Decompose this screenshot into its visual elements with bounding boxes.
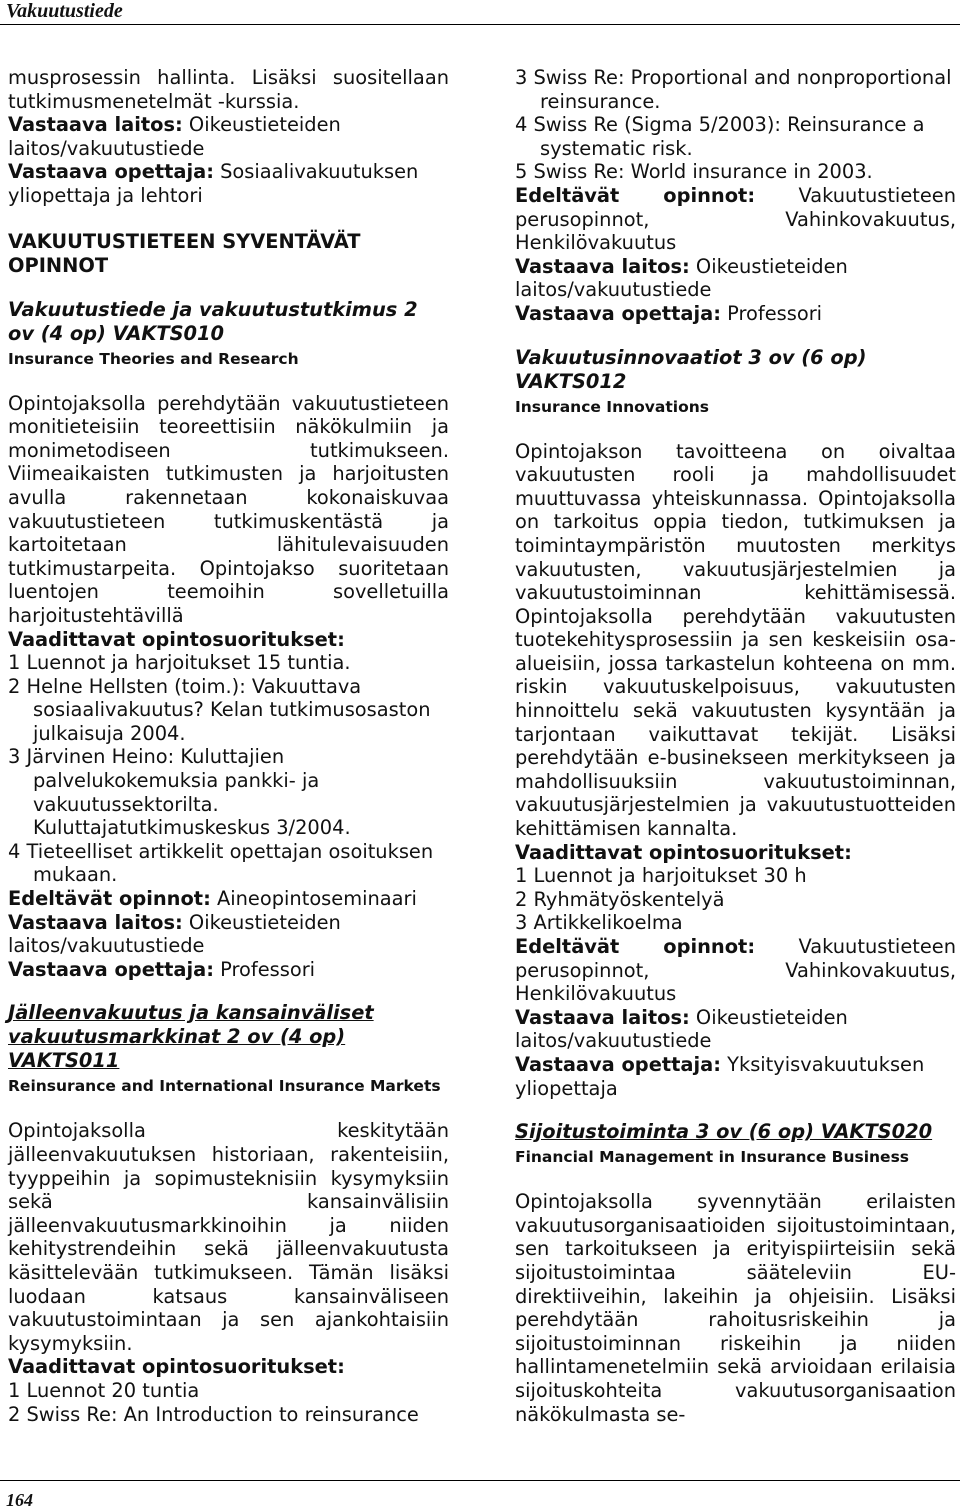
prereq-label: Edeltävät opinnot: [515,183,756,207]
footer-rule [0,1480,960,1481]
requirement-item: 3 Swiss Re: Proportional and nonproportional reinsurance. [515,66,952,113]
teacher-label: Vastaava opettaja: [515,301,721,325]
requirement-item: 2 Ryhmätyöskentelyä [515,887,725,911]
prereq-label: Edeltävät opinnot: [8,887,211,911]
left-column [8,66,449,1426]
requirement-item: 3 Järvinen Heino: Kuluttajien palvelukokemuksia pankki- ja vakuutussektorilta. Kuluttajatutkimuskeskus 3/2004. [8,745,351,840]
requirement-item: 3 Artikkelikoelma [515,911,683,935]
header-rule [0,24,960,25]
requirements-heading: Vaadittavat opintosuoritukset: [8,1355,345,1379]
prereq-line [515,935,956,1006]
dept-label: Vastaava laitos: [8,113,183,137]
right-column [515,66,956,1426]
teacher-value: Sosiaalivakuutuksen yliopettaja ja lehtori [8,160,419,207]
requirement-item: 4 Tieteelliset artikkelit opettajan osoituksen mukaan. [8,839,434,887]
teacher-label: Vastaava opettaja: [8,957,214,981]
requirement-item: 1 Luennot ja harjoitukset 15 tuntia. [8,651,351,675]
teacher-value: Professori [213,957,316,981]
prereq-line [515,184,956,255]
course-english-title: Reinsurance and International Insurance Markets [8,1077,441,1096]
teacher-line [515,302,956,326]
requirement-item: 5 Swiss Re: World insurance in 2003. [515,160,873,184]
requirement-item: 4 Swiss Re (Sigma 5/2003): Reinsurance a systematic risk. [515,113,925,160]
dept-value: Oikeustieteiden laitos/vakuutustiede [515,1005,848,1053]
dept-line [8,911,449,958]
dept-value: Oikeustieteiden laitos/vakuutustiede [8,910,341,958]
dept-line [515,255,956,302]
course-title-vakts012: Vakuutusinnovaatiot 3 ov (6 op) VAKTS012 [515,345,867,393]
course-title-vakts010: Vakuutustiede ja vakuutustutkimus 2 ov (4 op) VAKTS010 [8,297,418,345]
requirement-item: 1 Luennot 20 tuntia [8,1378,200,1402]
course-description: Opintojaksolla keskitytään jälleenvakuutuksen historiaan, rakenteisiin, tyyppeihin ja sopimusteknisiin kysymyksiin sekä kansainvälisiin jälleenvakuutusmarkkinoihin ja niiden kehitystrendeihin sekä jälleenvakuutusta käsittelevään tutkimukseen. Tämän lisäksi luodaan katsaus kansainväliseen vakuutustoimintaan ja sen ajankohtaisiin kysymyksiin. [8,1119,449,1355]
dept-value: Oikeustieteiden laitos/vakuutustiede [515,254,848,302]
teacher-value: Professori [720,301,823,325]
requirement-item: 2 Helne Hellsten (toim.): Vakuuttava sosiaalivakuutus? Kelan tutkimusosaston julkaisuja 2004. [8,674,431,745]
course-title-vakts020: Sijoitustoiminta 3 ov (6 op) VAKTS020 [515,1120,933,1144]
section-heading: VAKUUTUSTIETEEN SYVENTÄVÄT OPINNOT [8,229,361,277]
teacher-value: Yksityisvakuutuksen yliopettaja [515,1052,925,1100]
dept-line [8,113,449,160]
requirements-heading: Vaadittavat opintosuoritukset: [8,627,345,651]
course-english-title: Insurance Theories and Research [8,349,299,368]
course-title-vakts011: Jälleenvakuutus ja kansainväliset vakuutusmarkkinat 2 ov (4 op) VAKTS011 [8,1001,374,1073]
dept-line [515,1006,956,1053]
course-description: Opintojaksolla perehdytään vakuutustieteen monitieteisiin teoreettisiin näkökulmiin ja monimetodiseen tutkimukseen. Viimeaikaisten tutkimusten ja harjoitusten avulla rakennetaan kokonaiskuvaa vakuutustieteen tutkimuskentästä ja kartoitetaan lähitulevaisuuden tutkimustarpeita. Opintojakso suoritetaan luentojen teemoihin sovelletuilla harjoitustehtävillä [8,391,449,627]
requirements-heading: Vaadittavat opintosuoritukset: [515,840,852,864]
teacher-line [8,160,449,207]
teacher-label: Vastaava opettaja: [515,1052,721,1076]
course-english-title: Insurance Innovations [515,397,709,416]
prereq-label: Edeltävät opinnot: [515,935,756,958]
teacher-label: Vastaava opettaja: [8,160,214,184]
dept-label: Vastaava laitos: [515,254,690,278]
course-description: Opintojakson tavoitteena on oivaltaa vakuutusten rooli ja mahdollisuudet muuttuvassa yhteiskunnassa. Opintojaksolla on tarkoitus oppia tiedon, tutkimuksen ja toimintaympäristön muutosten merkitys vakuutusten, vakuutusjärjestelmien ja vakuutustoiminnan kehittämisessä. Opintojaksolla perehdytään vakuutusten tuotekehitysprosessiin ja sen keskeisiin osa-alueisiin, jossa tarkastelun kohteena on mm. riskin vakuutuskelpoisuus, vakuutusten hinnoittelu sekä vakuutusten kysyntään ja tarjontaan vaikuttavat tekijät. Lisäksi perehdytään e-businekseen merkitykseen ja mahdollisuuksiin vakuutustoiminnan, vakuutusjärjestelmien ja vakuutustuotteiden kehittämisen kannalta. [515,439,956,841]
course-description: Opintojaksolla syvennytään erilaisten vakuutusorganisaatioiden sijoitustoimintaan, sen tarkoitukseen ja erityispiirteisiin sekä sijoitustoimintaa sääteleviin EU-direktiiveihin, lakeihin ja ohjeisiin. Lisäksi perehdytään rahoitusriskeihin ja sijoitustoiminnan riskeihin ja niiden hallintamenetelmiin sekä arvioidaan erilaisia sijoituskohteita vakuutusorganisaation näkökulmasta se- [515,1190,956,1426]
teacher-line [515,1053,956,1100]
dept-label: Vastaava laitos: [515,1005,690,1029]
prereq-line [8,887,449,911]
dept-label: Vastaava laitos: [8,910,183,934]
running-head-title: Vakuutustiede [6,0,123,22]
prereq-value: Aineopintoseminaari [210,887,417,911]
page-number: 164 [6,1490,33,1510]
course-english-title: Financial Management in Insurance Business [515,1148,910,1167]
requirement-item: 1 Luennot ja harjoitukset 30 h [515,864,807,888]
prereq-value: Vakuutustieteen perusopinnot, Vahinkovakuutus, Henkilövakuutus [515,183,957,255]
prereq-value: Vakuutustieteen perusopinnot, Vahinkovakuutus, Henkilövakuutus [515,935,957,1006]
teacher-line [8,958,449,982]
requirement-item: 2 Swiss Re: An Introduction to reinsurance [8,1402,419,1426]
intro-paragraph: musprosessin hallinta. Lisäksi suositellaan tutkimusmenetelmät -kurssia. [8,66,449,113]
dept-value: Oikeustieteiden laitos/vakuutustiede [8,113,341,160]
